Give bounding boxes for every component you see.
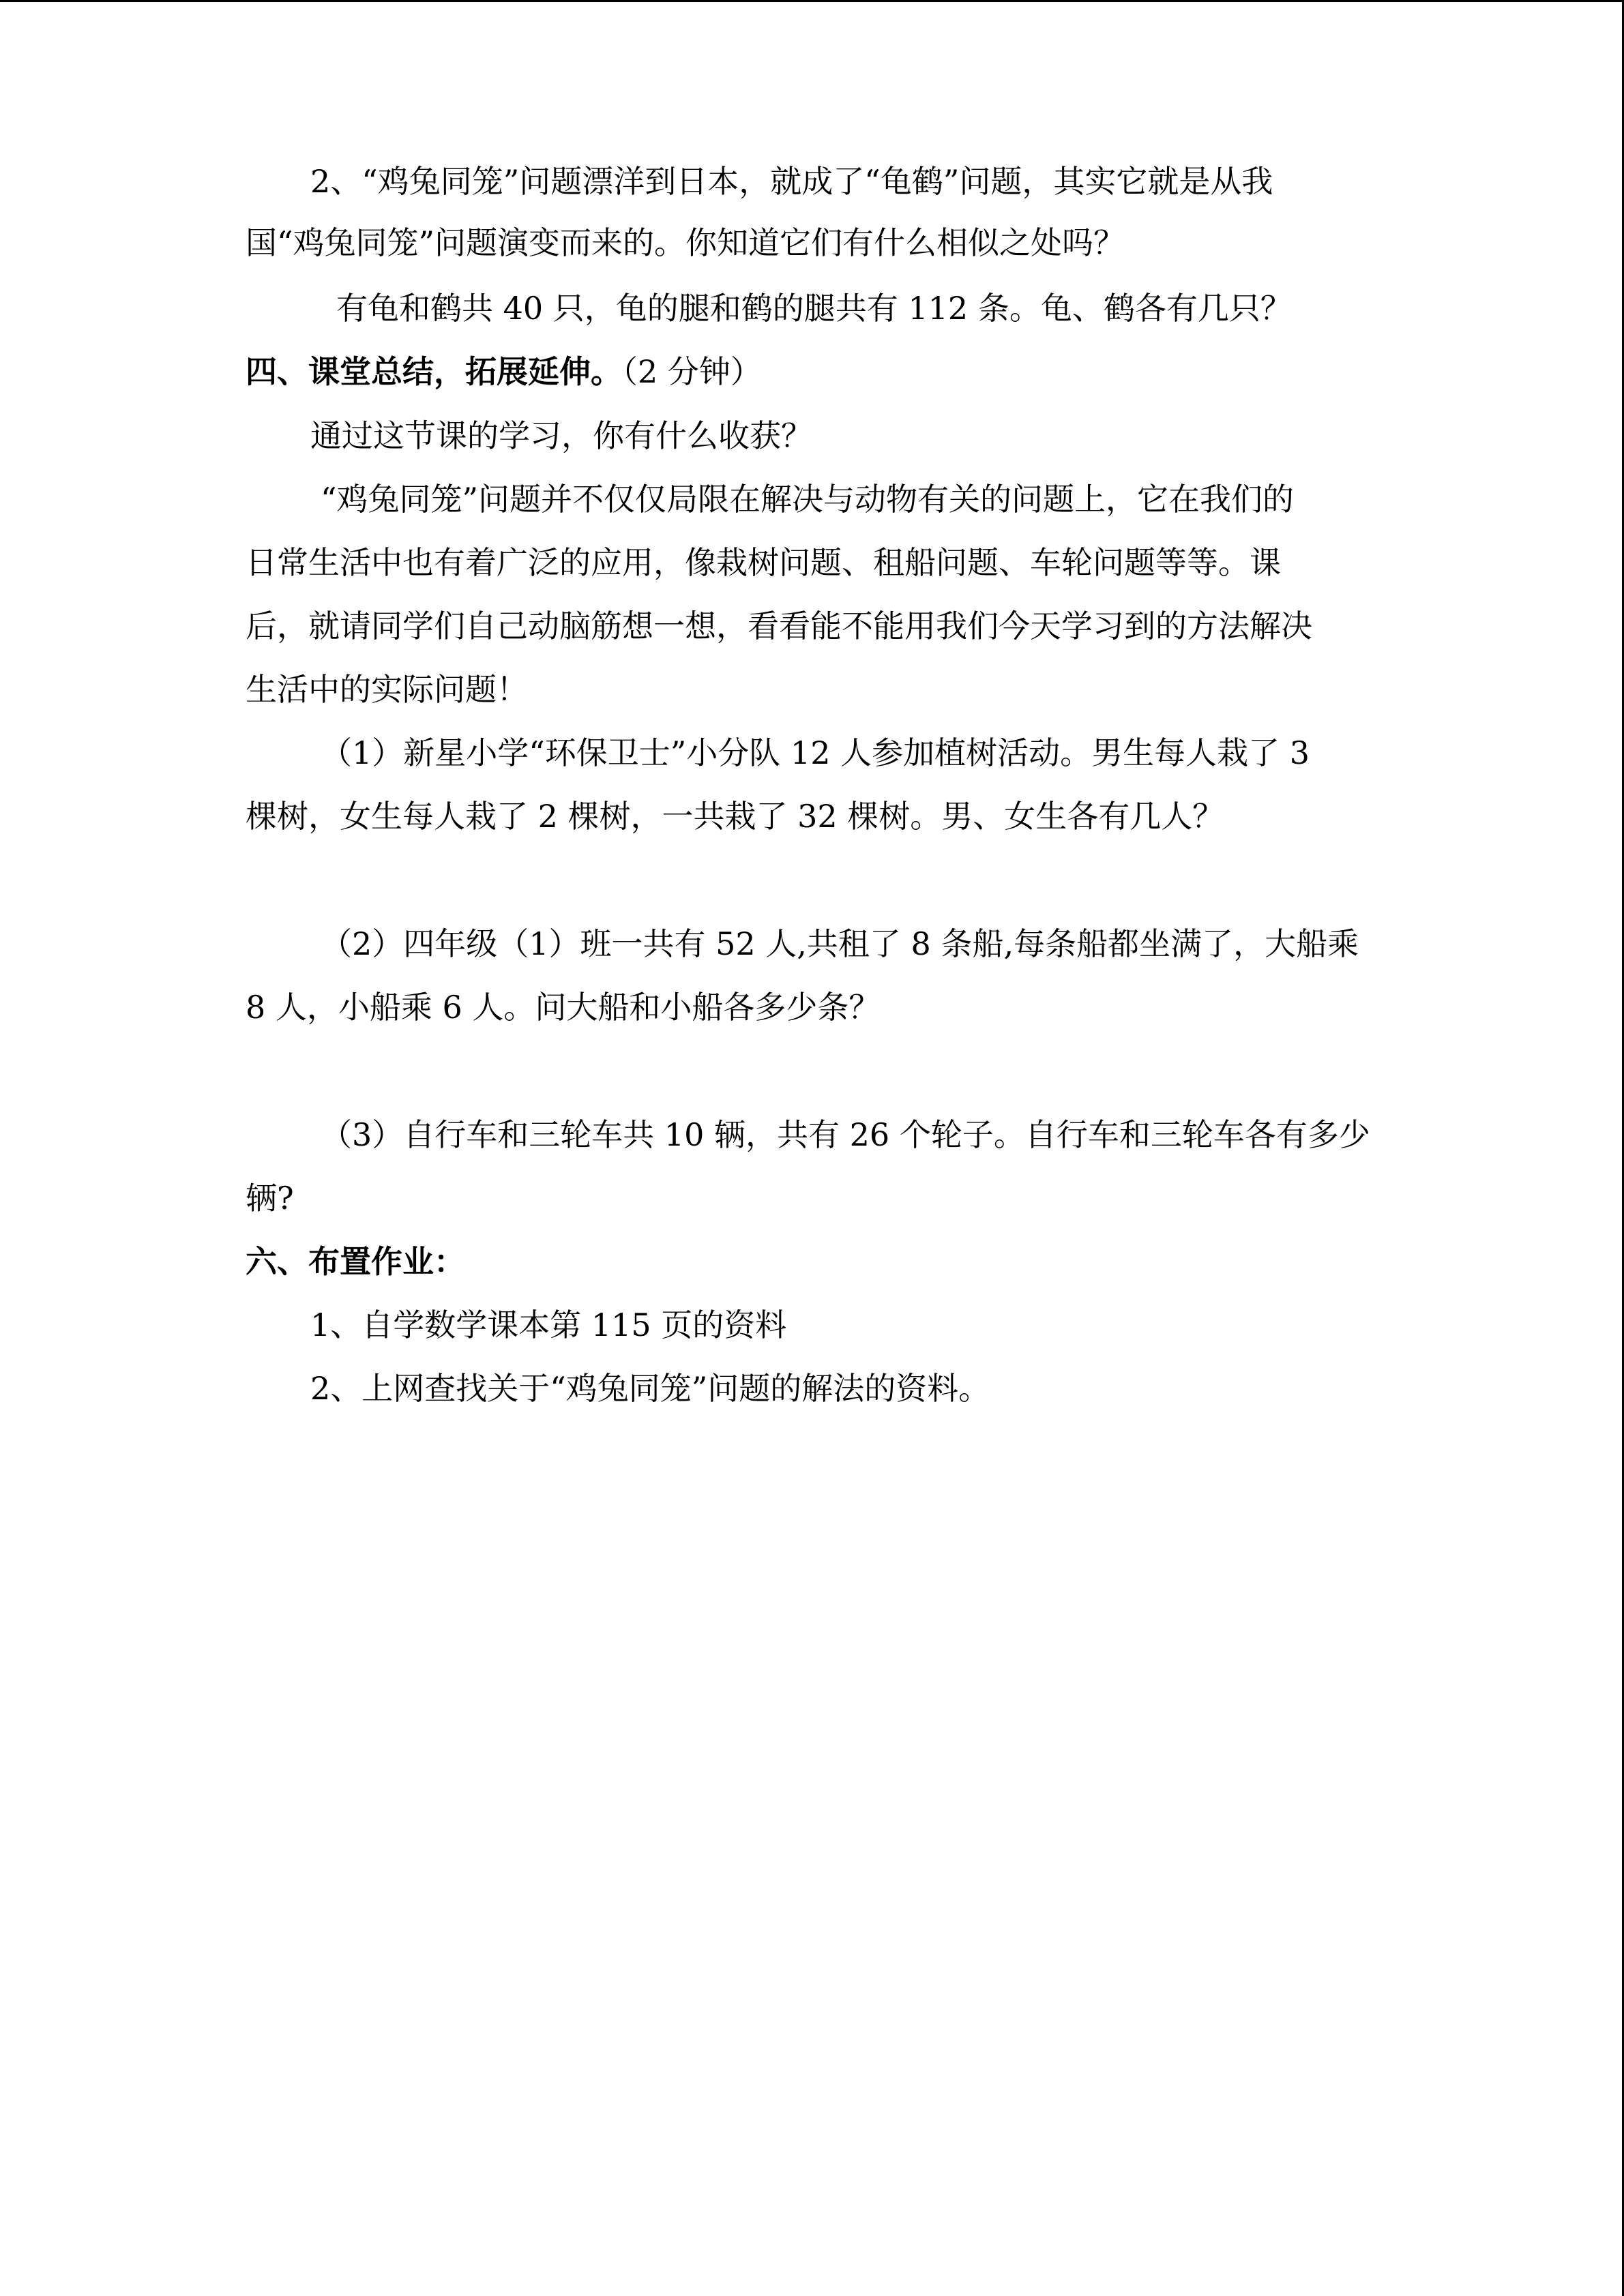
homework-item: 2、上网查找关于“鸡兔同笼”问题的解法的资料。 bbox=[310, 1370, 990, 1407]
exercise-line: 棵树，女生每人栽了 2 棵树，一共栽了 32 棵树。男、女生各有几人？ bbox=[246, 798, 1224, 835]
exercise-line: （1）新星小学“环保卫士”小分队 12 人参加植树活动。男生每人栽了 3 bbox=[321, 734, 1310, 771]
homework-item: 1、自学数学课本第 115 页的资料 bbox=[310, 1307, 787, 1343]
section-heading-duration: （2 分钟） bbox=[622, 353, 762, 390]
paragraph-line: 后，就请同学们自己动脑筋想一想，看看能不能用我们今天学习到的方法解决 bbox=[246, 608, 1312, 644]
paragraph-line: 通过这节课的学习，你有什么收获？ bbox=[310, 417, 812, 454]
section-heading: 六、布置作业： bbox=[246, 1243, 465, 1280]
paragraph-line: 生活中的实际问题！ bbox=[246, 671, 528, 708]
section-heading bbox=[246, 351, 1378, 392]
paragraph-line: 2、“鸡兔同笼”问题漂洋到日本，就成了“龟鹤”问题，其实它就是从我 bbox=[310, 163, 1273, 200]
paragraph-line: “鸡兔同笼”问题并不仅仅局限在解决与动物有关的问题上，它在我们的 bbox=[321, 481, 1295, 518]
paragraph-line: 国“鸡兔同笼”问题演变而来的。你知道它们有什么相似之处吗？ bbox=[246, 224, 1125, 261]
section-heading-text: 四、课堂总结，拓展延伸。 bbox=[246, 353, 622, 390]
exercise-line: 8 人，小船乘 6 人。问大船和小船各多少条？ bbox=[246, 989, 881, 1026]
paragraph-line: 日常生活中也有着广泛的应用，像栽树问题、租船问题、车轮问题等等。课 bbox=[246, 544, 1281, 581]
exercise-line: （2）四年级（1）班一共有 52 人,共租了 8 条船,每条船都坐满了，大船乘 bbox=[321, 925, 1359, 962]
exercise-line: 辆? bbox=[246, 1180, 294, 1217]
paragraph-line: 有龟和鹤共 40 只，龟的腿和鹤的腿共有 112 条。龟、鹤各有几只？ bbox=[336, 290, 1292, 327]
exercise-line: （3）自行车和三轮车共 10 辆，共有 26 个轮子。自行车和三轮车各有多少 bbox=[321, 1116, 1370, 1153]
